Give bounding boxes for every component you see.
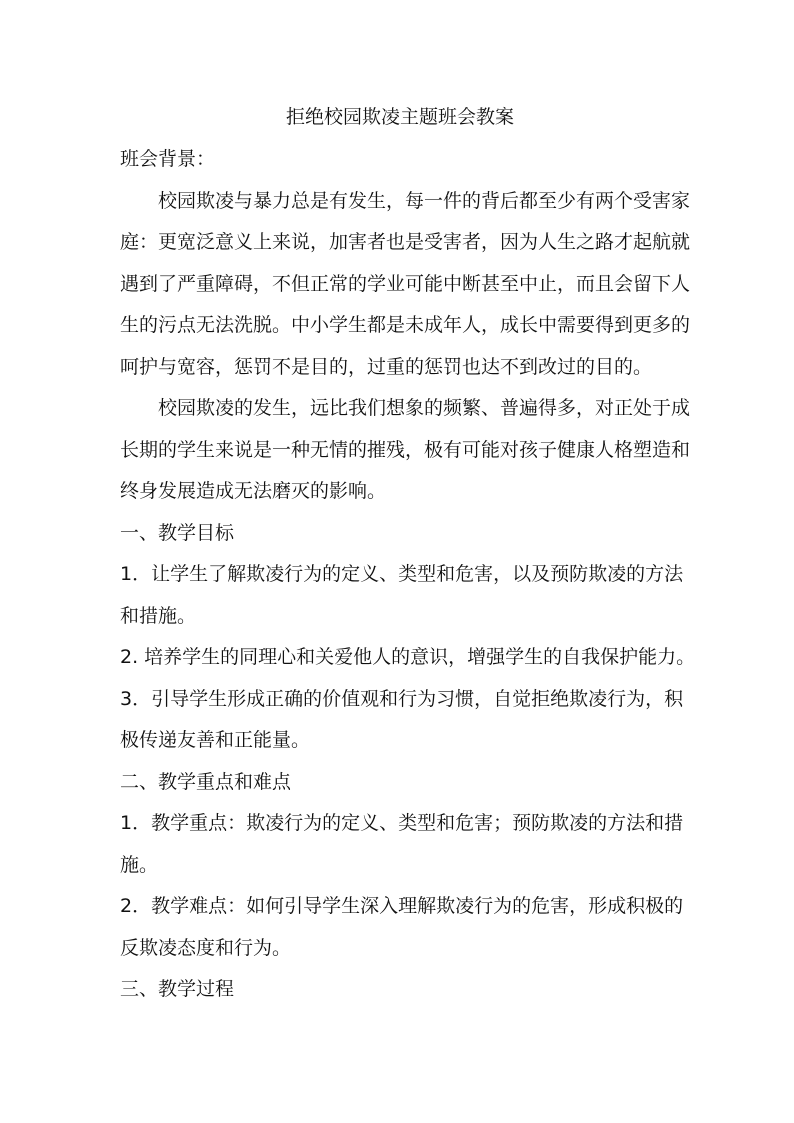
section1-item3-line1: 3．引导学生形成正确的价值观和行为习惯，自觉拒绝欺凌行为，积 [120, 688, 684, 710]
paragraph1-line2: 庭：更宽泛意义上来说，加害者也是受害者，因为人生之路才起航就 [120, 231, 691, 253]
paragraph1-line4: 生的污点无法洗脱。中小学生都是未成年人，成长中需要得到更多的 [120, 314, 691, 336]
section1-item3-line2: 极传递友善和正能量。 [120, 729, 311, 751]
section2-item2-line1: 2．教学难点：如何引导学生深入理解欺凌行为的危害，形成积极的 [120, 895, 684, 917]
section2-item1-line1: 1．教学重点：欺凌行为的定义、类型和危害；预防欺凌的方法和措 [120, 812, 684, 834]
paragraph2-line2: 长期的学生来说是一种无情的摧残，极有可能对孩子健康人格塑造和 [120, 439, 691, 461]
section2-heading: 二、教学重点和难点 [120, 771, 292, 793]
section2-item2-line2: 反欺凌态度和行为。 [120, 937, 292, 959]
background-heading: 班会背景： [120, 148, 216, 170]
document-title: 拒绝校园欺凌主题班会教案 [285, 106, 514, 128]
paragraph1-line5: 呵护与宽容，惩罚不是目的，过重的惩罚也达不到改过的目的。 [120, 356, 653, 378]
section2-item1-line2: 施。 [120, 854, 159, 876]
section3-heading: 三、教学过程 [120, 978, 235, 1000]
paragraph1-line3: 遇到了严重障碍，不但正常的学业可能中断甚至中止，而且会留下人 [120, 273, 691, 295]
section1-item1-line2: 和措施。 [120, 605, 197, 627]
section1-item2-line1: 2. 培养学生的同理心和关爱他人的意识，增强学生的自我保护能力。 [120, 646, 696, 668]
paragraph1-line1: 校园欺凌与暴力总是有发生，每一件的背后都至少有两个受害家 [158, 190, 691, 212]
paragraph2-line1: 校园欺凌的发生，远比我们想象的频繁、普遍得多，对正处于成 [158, 397, 691, 419]
section1-heading: 一、教学目标 [120, 522, 235, 544]
paragraph2-line3: 终身发展造成无法磨灭的影响。 [120, 480, 387, 502]
section1-item1-line1: 1．让学生了解欺凌行为的定义、类型和危害，以及预防欺凌的方法 [120, 563, 684, 585]
